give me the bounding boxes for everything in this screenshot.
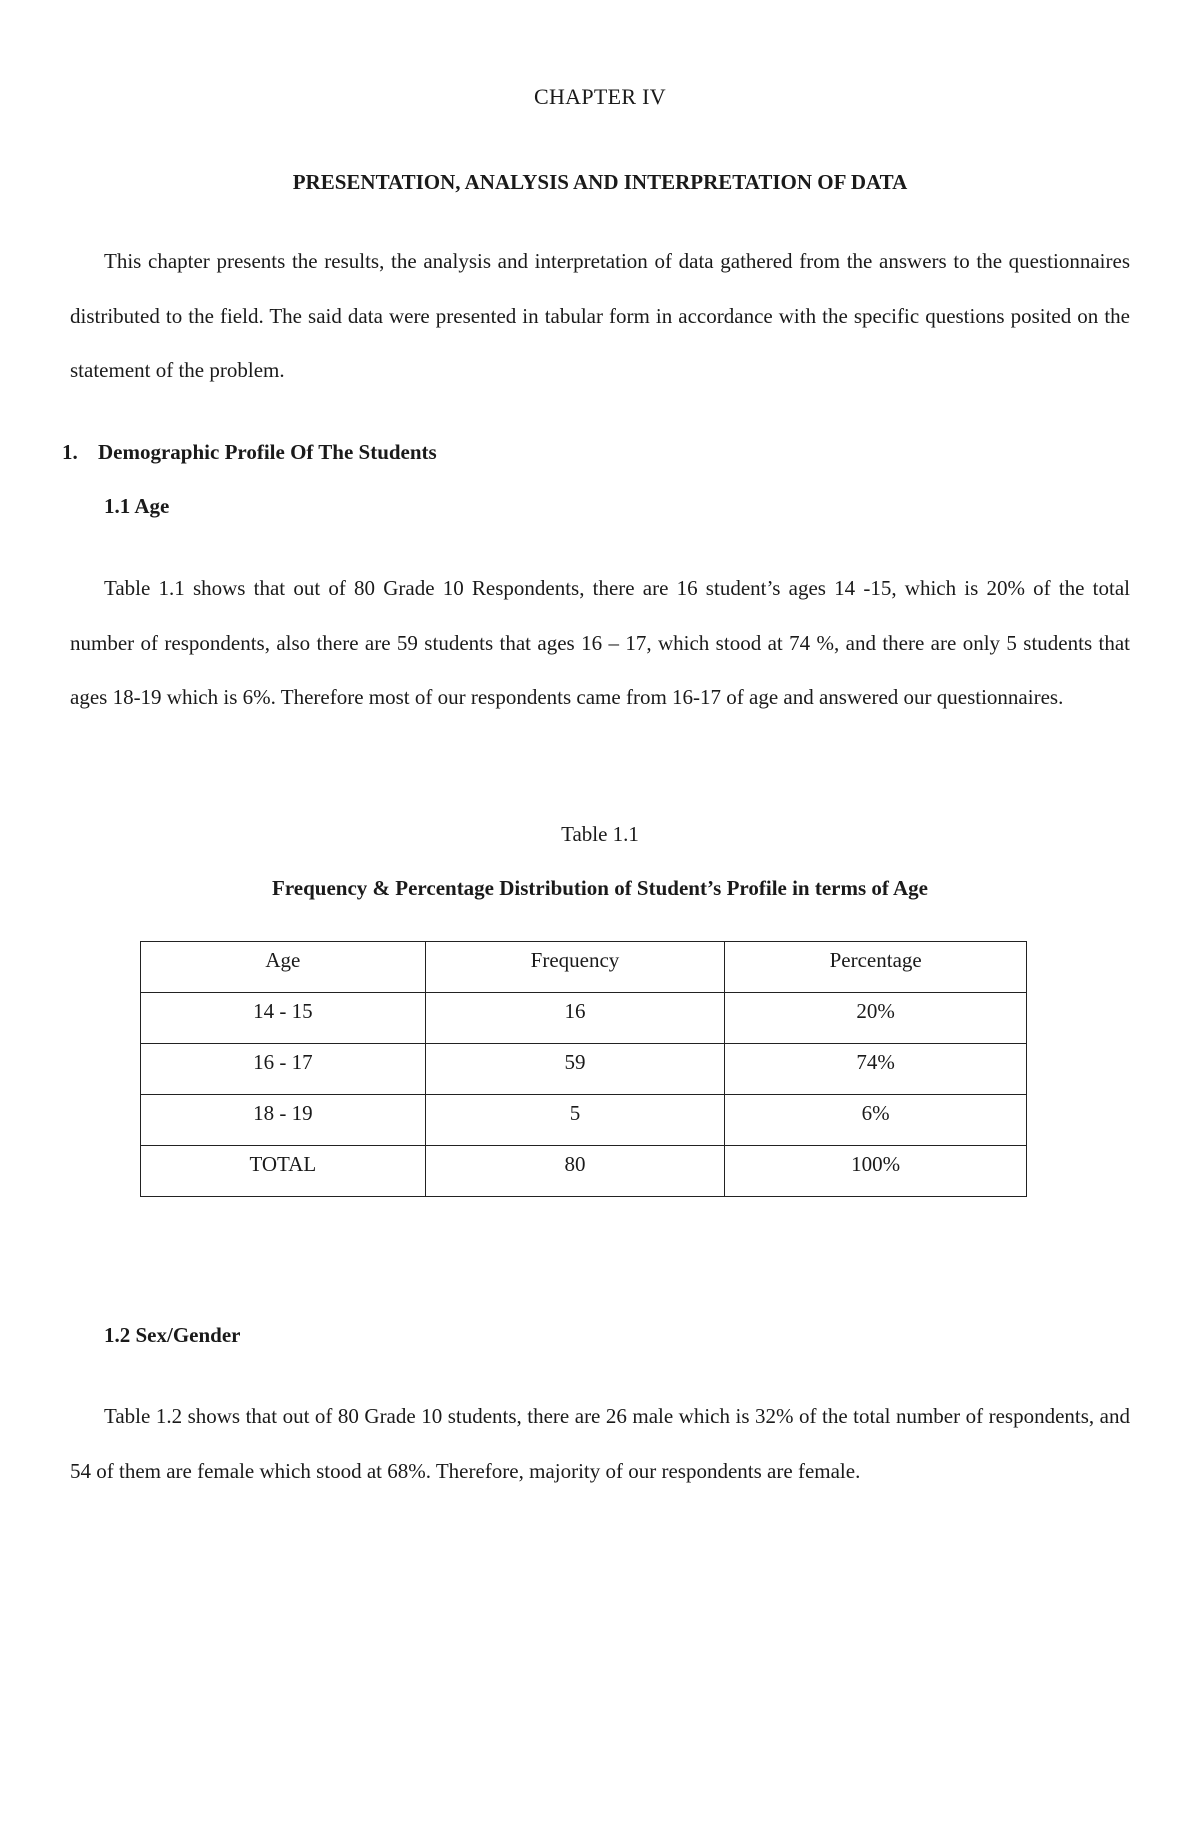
table-cell: 100% xyxy=(725,1146,1027,1197)
table-caption: Table 1.1 xyxy=(561,822,639,846)
table-header-row xyxy=(141,942,1027,993)
chapter-title: PRESENTATION, ANALYSIS AND INTERPRETATION OF DATA xyxy=(292,170,908,194)
table-header-cell: Percentage xyxy=(725,942,1027,993)
table-cell: TOTAL xyxy=(141,1146,426,1197)
table-cell: 6% xyxy=(725,1095,1027,1146)
table-row xyxy=(141,1044,1027,1095)
table-cell: 16 - 17 xyxy=(141,1044,426,1095)
section-number: 1. xyxy=(62,440,78,464)
age-heading: 1.1 Age xyxy=(104,494,170,518)
table-title: Frequency & Percentage Distribution of Student’s Profile in terms of Age xyxy=(272,876,928,900)
table-cell: 14 - 15 xyxy=(141,993,426,1044)
intro-paragraph: This chapter presents the results, the analysis and interpretation of data gathered from the answers to the questionnaires distributed to the field. The said data were presented in tabular form in accordance with the specific questions posited on the statement of the problem. xyxy=(70,249,1130,382)
sex-heading: 1.2 Sex/Gender xyxy=(104,1323,241,1347)
table-cell: 59 xyxy=(425,1044,725,1095)
age-paragraph: Table 1.1 shows that out of 80 Grade 10 Respondents, there are 16 student’s ages 14 -15, which is 20% of the total number of respondents, also there are 59 students that ages 16 – 17, which stood at 74 %, and there are only 5 students that ages 18-19 which is 6%. Therefore most of our respondents came from 16-17 of age and answered our questionnaires. xyxy=(70,576,1130,709)
table-row xyxy=(141,1095,1027,1146)
chapter-label: CHAPTER IV xyxy=(534,84,666,109)
table-header-cell: Age xyxy=(141,942,426,993)
table-cell: 20% xyxy=(725,993,1027,1044)
table-cell: 16 xyxy=(425,993,725,1044)
table-cell: 5 xyxy=(425,1095,725,1146)
table-row-total xyxy=(141,1146,1027,1197)
table-row xyxy=(141,993,1027,1044)
age-distribution-table xyxy=(140,941,1027,1197)
sex-paragraph: Table 1.2 shows that out of 80 Grade 10 students, there are 26 male which is 32% of the total number of respondents, and 54 of them are female which stood at 68%. Therefore, majority of our respondents are female. xyxy=(70,1404,1130,1483)
section-title: Demographic Profile Of The Students xyxy=(98,440,437,464)
table-cell: 74% xyxy=(725,1044,1027,1095)
table-cell: 80 xyxy=(425,1146,725,1197)
table-header-cell: Frequency xyxy=(425,942,725,993)
section-heading xyxy=(62,440,437,465)
table-cell: 18 - 19 xyxy=(141,1095,426,1146)
